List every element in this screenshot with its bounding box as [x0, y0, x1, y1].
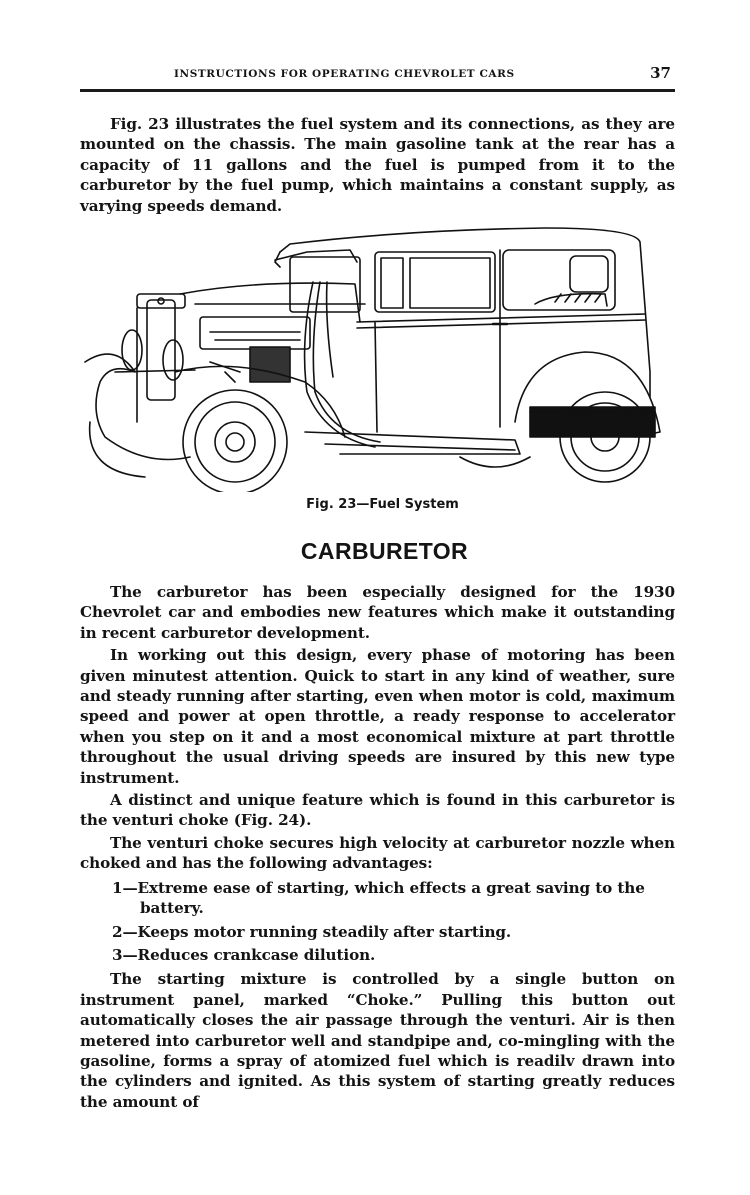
intro-paragraph: Fig. 23 illustrates the fuel system and its connections, as they are mounted on the chassis. The main gasoline tank at the rear has a capacity of 11 gallons and the fuel is pumped from it to the carburetor by the fuel pump, which maintains a constant supply, as varying speeds demand. — [80, 115, 675, 215]
list-item: 3—Reduces crankcase dilution. — [112, 945, 376, 964]
section-body — [80, 582, 675, 1114]
page-number: 37 — [650, 64, 671, 82]
paragraph: The venturi choke secures high velocity at carburetor nozzle when choked and has the following advantages: — [80, 833, 675, 873]
paragraph: The carburetor has been especially designed for the 1930 Chevrolet car and embodies new features which make it outstanding in recent carburetor development. — [80, 583, 675, 642]
list-item: 1—Extreme ease of starting, which effects a great saving to the battery. — [112, 878, 645, 918]
figure-caption: Fig. 23—Fuel System — [306, 497, 459, 512]
header-rule — [80, 89, 675, 92]
running-title: INSTRUCTIONS FOR OPERATING CHEVROLET CARS — [174, 68, 515, 80]
running-header — [80, 66, 675, 86]
paragraph: The starting mixture is controlled by a single button on instrument panel, marked “Choke.” Pulling this button out automatically closes the air passage through the venturi. Air is then metered into carburetor well and standpipe and, co-mingling with the gasoline, forms a spray of atomized fuel which is readilv drawn into the cylinders and ignited. As this system of starting greatly reduces the amount of — [80, 970, 675, 1111]
section-heading: CARBURETOR — [300, 538, 469, 564]
paragraph: A distinct and unique feature which is found in this carburetor is the venturi choke (Fig. 24). — [80, 791, 675, 830]
car-fuel-system-illustration — [75, 222, 680, 492]
advantages-list — [80, 878, 675, 966]
list-item: 2—Keeps motor running steadily after starting. — [112, 922, 512, 941]
paragraph: In working out this design, every phase of motoring has been given minutest attention. Quick to start in any kind of weather, sure and steady running after starting, even when motor is cold, maximum speed and power at open throttle, a ready response to accelerator when you step on it and a most economical mixture at part throttle throughout the usual driving speeds are insured by this new type instrument. — [80, 646, 675, 787]
